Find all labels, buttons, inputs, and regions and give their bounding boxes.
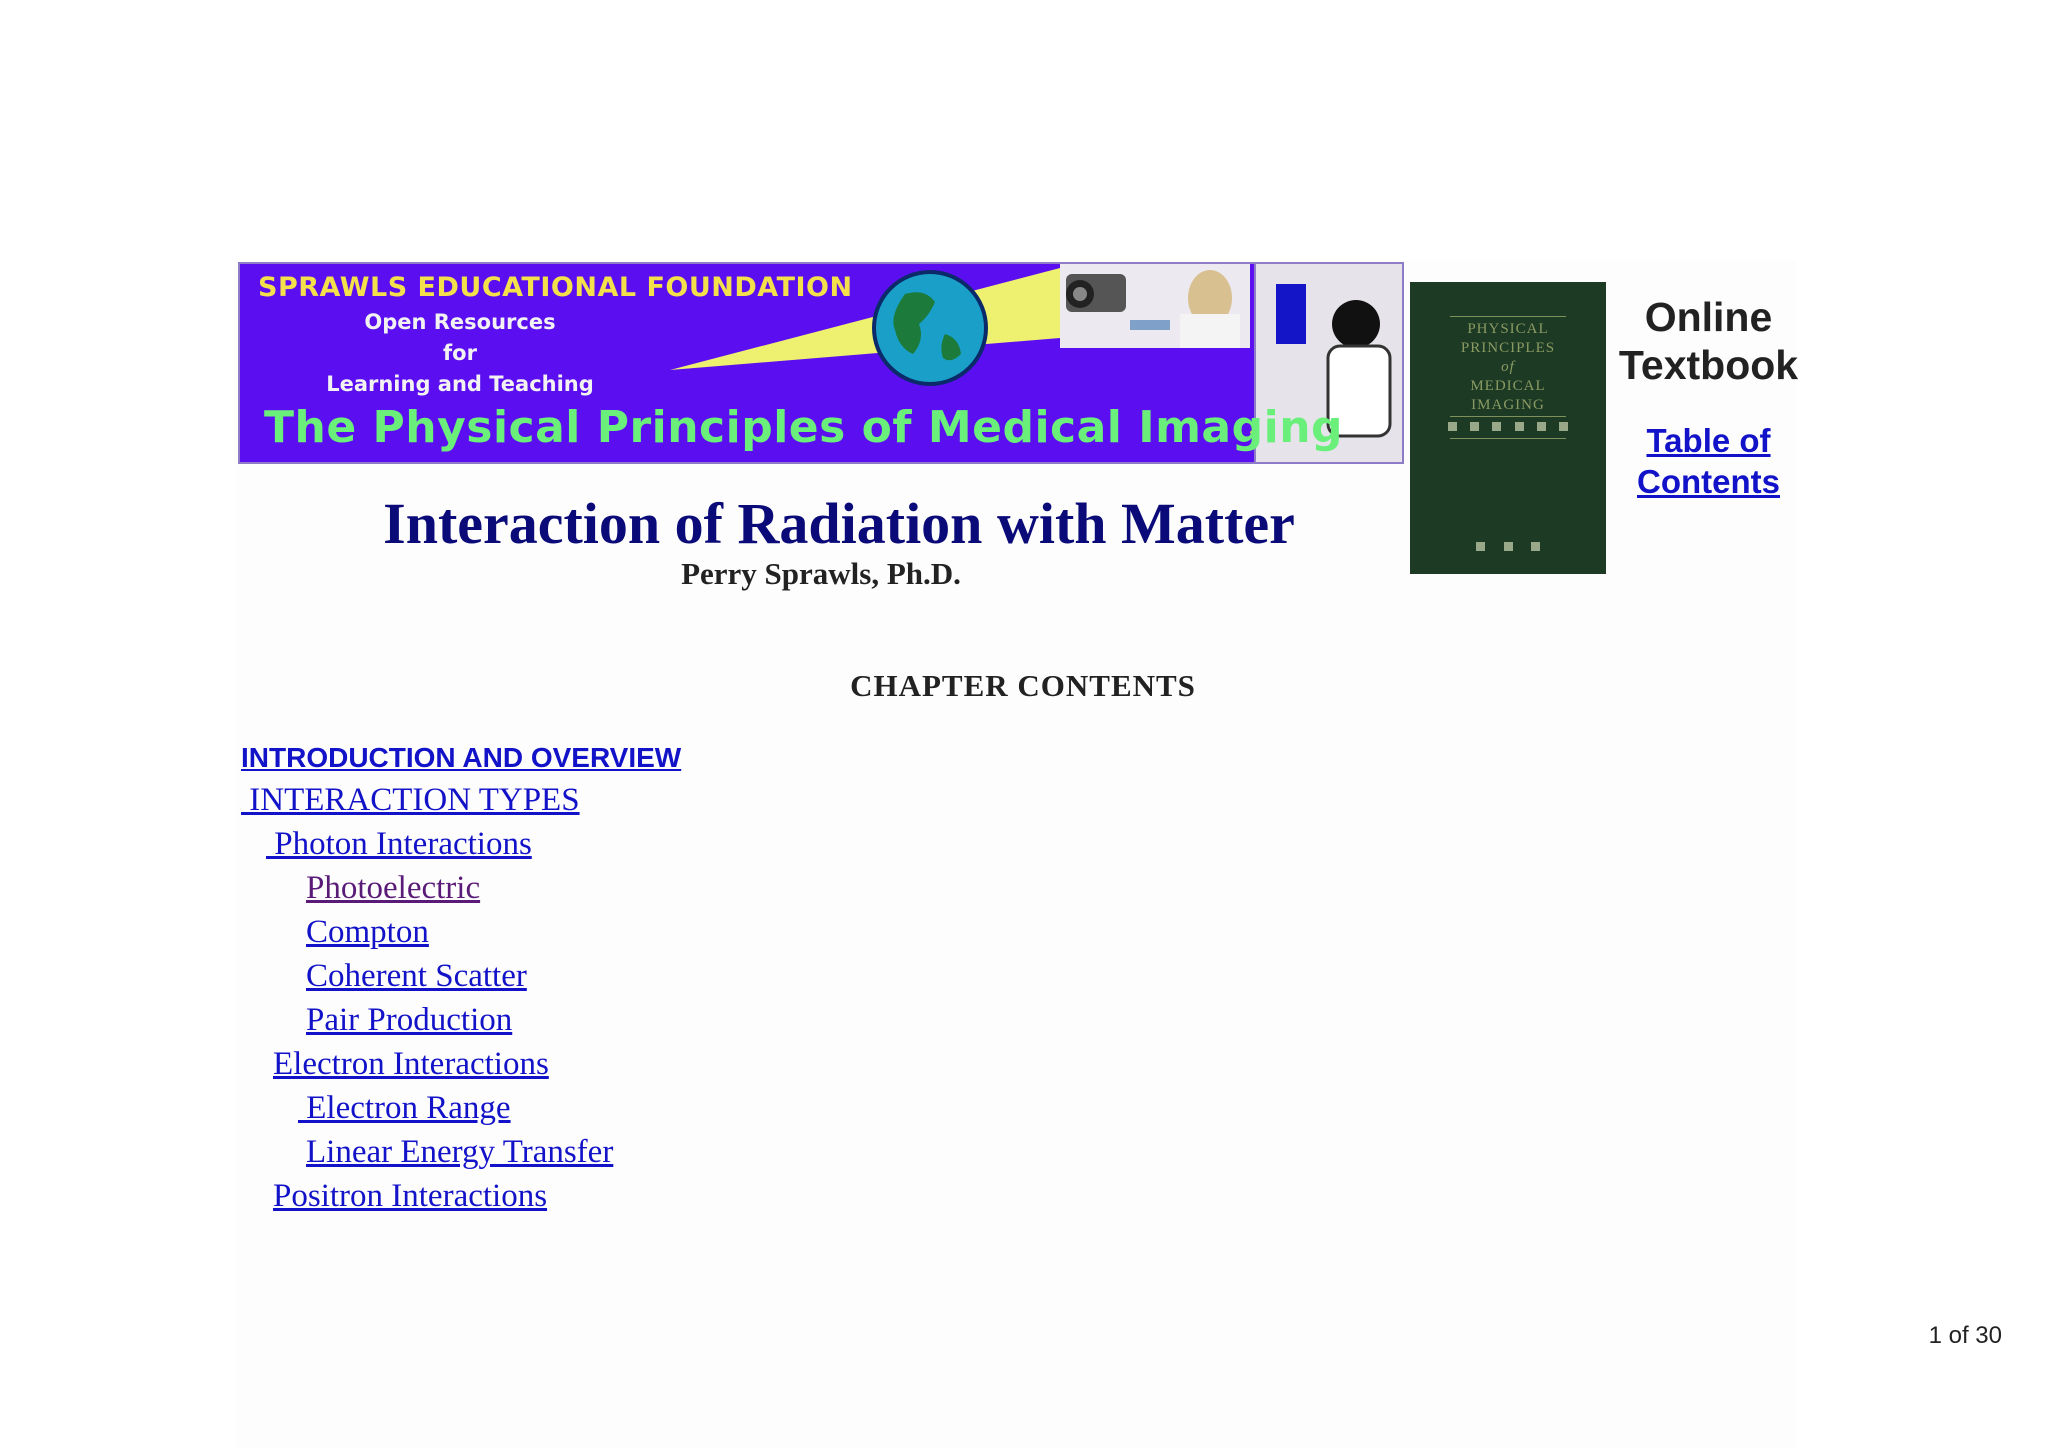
page-number: 1 of 30 (1928, 1322, 2002, 1349)
toc-link-pair-production[interactable]: Pair Production (306, 1002, 513, 1038)
toc-link-introduction[interactable]: INTRODUCTION AND OVERVIEW (241, 742, 682, 773)
toc-link-interaction-types[interactable]: INTERACTION TYPES (241, 782, 580, 818)
toc-link-linear-energy-transfer[interactable]: Linear Energy Transfer (306, 1134, 614, 1170)
cover-rule (1450, 438, 1566, 439)
banner-subtitle-line: for (443, 341, 477, 365)
header-banner (238, 262, 1404, 464)
banner-subtitle-line: Learning and Teaching (326, 372, 594, 396)
toc-link-electron-range[interactable]: Electron Range (298, 1090, 511, 1126)
toc-link-coherent-scatter[interactable]: Coherent Scatter (306, 958, 527, 994)
page-title: Interaction of Radiation with Matter (383, 491, 1295, 556)
table-of-contents-link[interactable]: Table of Contents (1637, 422, 1780, 500)
cover-rule (1450, 316, 1566, 317)
globe-icon (874, 272, 986, 384)
online-textbook-label: Online Textbook (1618, 294, 1799, 388)
author-name: Perry Sprawls, Ph.D. (681, 556, 961, 591)
banner-subtitle-line: Open Resources (364, 310, 556, 334)
toc-link-photoelectric[interactable]: Photoelectric (306, 870, 481, 906)
cover-ornament (1448, 422, 1568, 431)
toc-link-photon-interactions[interactable]: Photon Interactions (266, 826, 532, 862)
toc-link-compton[interactable]: Compton (306, 914, 429, 950)
banner-headline: The Physical Principles of Medical Imaging (264, 402, 1344, 453)
toc-link-electron-interactions[interactable]: Electron Interactions (273, 1046, 549, 1082)
camera-photo-icon (1060, 264, 1250, 348)
banner-organization: SPRAWLS EDUCATIONAL FOUNDATION (258, 272, 853, 303)
toc-link-positron-interactions[interactable]: Positron Interactions (273, 1178, 548, 1214)
book-cover-title: PHYSICAL PRINCIPLES of MEDICAL IMAGING (1460, 321, 1556, 413)
chapter-contents-heading: CHAPTER CONTENTS (850, 668, 1196, 703)
cover-rule (1450, 416, 1566, 417)
cover-ornament (1476, 542, 1540, 551)
